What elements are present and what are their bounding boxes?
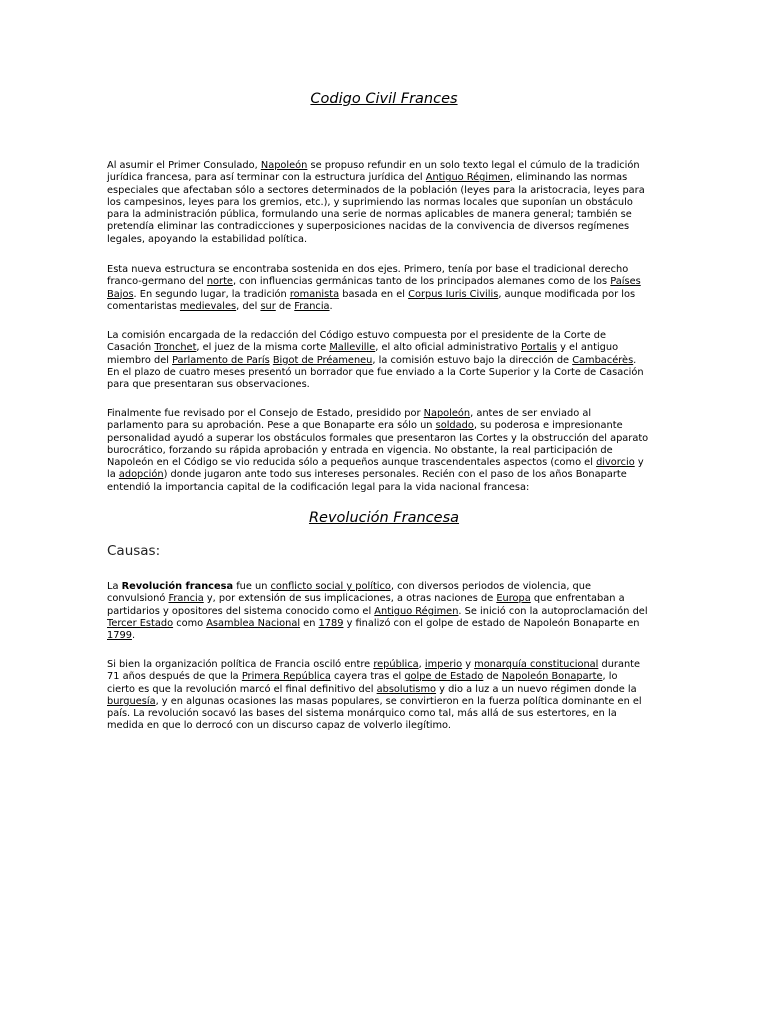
hyperlink[interactable]: Tercer Estado bbox=[107, 617, 174, 629]
paragraph-revolucion bbox=[107, 581, 662, 642]
text-line bbox=[107, 671, 662, 683]
text-line bbox=[107, 457, 662, 469]
hyperlink[interactable]: Corpus Iuris Civilis bbox=[408, 288, 499, 300]
text-line bbox=[107, 234, 662, 246]
text-run: ) donde jugaron ante todo sus intereses personales. Recién con el paso de los años Bonaparte bbox=[163, 469, 627, 481]
text-line bbox=[107, 708, 662, 720]
text-run: durante bbox=[598, 659, 641, 670]
hyperlink[interactable]: Bigot de Préameneu bbox=[272, 354, 373, 366]
hyperlink[interactable]: Tronchet bbox=[154, 342, 197, 354]
text-line bbox=[107, 355, 662, 367]
text-line bbox=[107, 342, 662, 354]
hyperlink[interactable]: divorcio bbox=[596, 457, 635, 469]
text-run: Al asumir el Primer Consulado, bbox=[107, 160, 261, 171]
text-run: , la comisión estuvo bajo la dirección de bbox=[372, 354, 573, 366]
text-run: de bbox=[483, 671, 502, 683]
text-run: . bbox=[329, 300, 333, 312]
text-run: especiales que afectaban sólo a sectores determinados de la población (leyes para la aristocracia, leyes para bbox=[107, 184, 645, 196]
text-line bbox=[107, 593, 662, 605]
text-run: , el alto oficial administrativo bbox=[375, 342, 522, 354]
text-run: para la administración pública, formulando una serie de normas aplicables de manera general; también se bbox=[107, 209, 632, 221]
text-run: , con influencias germánicas tanto de los principados alemanes como de los bbox=[232, 276, 611, 288]
text-line bbox=[107, 630, 662, 642]
hyperlink[interactable]: 1799 bbox=[107, 630, 132, 642]
paragraph-revision bbox=[107, 408, 662, 494]
paragraph-organizacion bbox=[107, 659, 662, 733]
text-run: Si bien la organización política de Francia osciló entre bbox=[107, 659, 374, 670]
hyperlink[interactable]: Napoleón bbox=[423, 408, 471, 419]
text-line bbox=[107, 185, 662, 197]
text-run: miembro del bbox=[107, 354, 173, 366]
text-run: jurídica francesa, para así terminar con la estructura jurídica del bbox=[107, 172, 426, 184]
text-run: . bbox=[633, 354, 637, 366]
hyperlink[interactable]: Francia bbox=[168, 593, 204, 605]
text-run: país. La revolución socavó las bases del sistema monárquico como tal, más allá de sus estertores, en la bbox=[107, 708, 617, 720]
paragraph-estructura bbox=[107, 264, 662, 313]
page-title: Codigo Civil Frances bbox=[310, 91, 458, 107]
hyperlink[interactable]: absolutismo bbox=[376, 683, 437, 695]
text-run: y dio a luz a un nuevo régimen donde la bbox=[436, 683, 637, 695]
text-line bbox=[107, 330, 662, 342]
text-run: pretendía eliminar las contradicciones y superposiciones nacidas de la convivencia de diversos regímenes bbox=[107, 221, 630, 233]
text-run: La bbox=[107, 581, 122, 592]
text-line bbox=[107, 160, 662, 172]
text-run: entendió la importancia capital de la codificación legal para la vida nacional francesa: bbox=[107, 481, 530, 493]
text-line bbox=[107, 445, 662, 457]
paragraph-consulado bbox=[107, 160, 662, 246]
hyperlink[interactable]: Antiguo Régimen bbox=[425, 172, 510, 184]
text-run: , bbox=[418, 659, 425, 670]
text-line bbox=[107, 301, 662, 313]
text-run: Esta nueva estructura se encontraba sostenida en dos ejes. Primero, tenía por base el tradicional derecho bbox=[107, 264, 629, 275]
hyperlink[interactable]: república bbox=[373, 659, 419, 670]
hyperlink[interactable]: Países bbox=[610, 276, 641, 288]
hyperlink[interactable]: romanista bbox=[289, 288, 340, 300]
text-line bbox=[107, 433, 662, 445]
text-run: cierto es que la revolución marcó el final definitivo del bbox=[107, 683, 377, 695]
text-run: la bbox=[107, 469, 119, 481]
hyperlink[interactable]: golpe de Estado bbox=[404, 671, 484, 683]
text-line bbox=[107, 684, 662, 696]
text-line bbox=[107, 469, 662, 481]
text-line bbox=[107, 264, 662, 276]
text-run: que enfrentaban a bbox=[530, 593, 625, 605]
hyperlink[interactable]: Portalis bbox=[521, 342, 558, 354]
text-run: burocrático, forzando su rápida aprobación y entrada en vigencia. No obstante, la real participación de bbox=[107, 444, 613, 456]
text-run: 71 años después de que la bbox=[107, 671, 242, 683]
text-run: personalidad ayudó a superar los obstáculos formales que presentaron las Cortes y la obstrucción del aparato bbox=[107, 432, 649, 444]
text-run: , aunque modificada por los bbox=[498, 288, 636, 300]
text-line bbox=[107, 197, 662, 209]
text-run: y finalizó con el golpe de estado de Napoleón Bonaparte en bbox=[343, 617, 640, 629]
text-line bbox=[107, 289, 662, 301]
hyperlink[interactable]: Francia bbox=[294, 300, 330, 312]
text-run: Finalmente fue revisado por el Consejo de Estado, presidido por bbox=[107, 408, 424, 419]
hyperlink[interactable]: Europa bbox=[496, 593, 531, 605]
text-line bbox=[107, 606, 662, 618]
text-run: partidarios y opositores del sistema conocido como el bbox=[107, 605, 375, 617]
text-run: se propuso refundir en un solo texto legal el cúmulo de la tradición bbox=[307, 160, 640, 171]
hyperlink[interactable]: monarquía constitucional bbox=[474, 659, 599, 670]
hyperlink[interactable]: 1789 bbox=[318, 617, 344, 629]
text-line bbox=[107, 172, 662, 184]
text-line bbox=[107, 276, 662, 288]
text-run: , eliminando las normas bbox=[509, 172, 628, 184]
text-run: , el juez de la misma corte bbox=[196, 342, 330, 354]
hyperlink[interactable]: medievales bbox=[179, 300, 237, 312]
text-run: y el antiguo bbox=[557, 342, 619, 354]
hyperlink[interactable]: Primera República bbox=[241, 671, 331, 683]
text-run: , lo bbox=[602, 671, 618, 683]
text-line bbox=[107, 379, 662, 391]
hyperlink[interactable]: Asamblea Nacional bbox=[206, 617, 301, 629]
text-run: parlamento para su aprobación. Pese a que Bonaparte era sólo un bbox=[107, 420, 436, 432]
text-run: , antes de ser enviado al bbox=[470, 408, 592, 419]
bold-text: Revolución francesa bbox=[121, 581, 234, 592]
text-run: basada en el bbox=[339, 288, 409, 300]
paragraph-comision bbox=[107, 330, 662, 391]
section-title-revolucion: Revolución Francesa bbox=[308, 510, 460, 526]
text-line bbox=[107, 482, 662, 494]
text-line bbox=[107, 367, 662, 379]
text-run: , del bbox=[236, 300, 261, 312]
text-line bbox=[107, 696, 662, 708]
text-run: como bbox=[173, 617, 207, 629]
hyperlink[interactable]: imperio bbox=[424, 659, 463, 670]
hyperlink[interactable]: sur bbox=[260, 300, 276, 312]
text-line bbox=[107, 408, 662, 420]
text-line bbox=[107, 581, 662, 593]
hyperlink[interactable]: Malleville bbox=[329, 342, 376, 354]
hyperlink[interactable]: Parlamento de París bbox=[172, 354, 270, 366]
text-run: convulsionó bbox=[107, 593, 169, 605]
text-run: Casación bbox=[107, 342, 155, 354]
causas-heading: Causas: bbox=[107, 543, 161, 559]
text-run: y bbox=[634, 457, 644, 469]
hyperlink[interactable]: Napoleón Bonaparte bbox=[501, 671, 603, 683]
text-run: . bbox=[131, 630, 136, 642]
text-line bbox=[107, 618, 662, 630]
hyperlink[interactable]: conflicto social y político bbox=[270, 581, 391, 592]
text-run: La comisión encargada de la redacción del Código estuvo compuesta por el presidente de la Corte de bbox=[107, 330, 607, 341]
text-line bbox=[107, 420, 662, 432]
text-run: medida en que lo derrocó con un discurso capaz de volverlo ilegítimo. bbox=[107, 720, 451, 732]
text-line bbox=[107, 221, 662, 233]
text-run: legales, apoyando la estabilidad política. bbox=[107, 233, 308, 245]
hyperlink[interactable]: burguesía bbox=[107, 695, 156, 707]
hyperlink[interactable]: adopción bbox=[118, 469, 164, 481]
text-run: comentaristas bbox=[107, 300, 180, 312]
text-run: Napoleón en el Código se vio reducida sólo a pequeños aunque trascendentales aspectos (como el bbox=[107, 457, 597, 469]
text-run: de bbox=[275, 300, 295, 312]
text-line bbox=[107, 659, 662, 671]
text-run: franco-germano del bbox=[107, 276, 207, 288]
hyperlink[interactable]: Bajos bbox=[107, 288, 134, 300]
hyperlink[interactable]: Napoleón bbox=[260, 160, 308, 171]
text-run: , con diversos periodos de violencia, que bbox=[390, 581, 592, 592]
text-run: cayera tras el bbox=[330, 671, 405, 683]
hyperlink[interactable]: soldado bbox=[435, 420, 474, 432]
text-line bbox=[107, 209, 662, 221]
text-run: , y en algunas ocasiones las masas populares, se convirtieron en la fuerza política dominante en el bbox=[155, 695, 642, 707]
text-run: para que presentaran sus observaciones. bbox=[107, 379, 310, 391]
text-run: . Se inició con la autoproclamación del bbox=[458, 605, 648, 617]
text-run: y, por extensión de sus implicaciones, a otras naciones de bbox=[203, 593, 497, 605]
hyperlink[interactable]: norte bbox=[206, 276, 233, 288]
text-run: y bbox=[462, 659, 475, 670]
text-run: , su poderosa e impresionante bbox=[473, 420, 623, 432]
text-line bbox=[107, 720, 662, 732]
text-run: . En segundo lugar, la tradición bbox=[133, 288, 290, 300]
hyperlink[interactable]: Antiguo Régimen bbox=[374, 605, 459, 617]
hyperlink[interactable]: Cambacérès bbox=[572, 354, 634, 366]
text-run: fue un bbox=[233, 581, 271, 592]
text-run: los campesinos, leyes para los gremios, etc.), y suprimiendo las normas locales que suponían un obstáculo bbox=[107, 196, 633, 208]
text-run: En el plazo de cuatro meses presentó un borrador que fue enviado a la Corte Superior y la Corte de Casación bbox=[107, 366, 644, 378]
text-run: en bbox=[300, 617, 319, 629]
